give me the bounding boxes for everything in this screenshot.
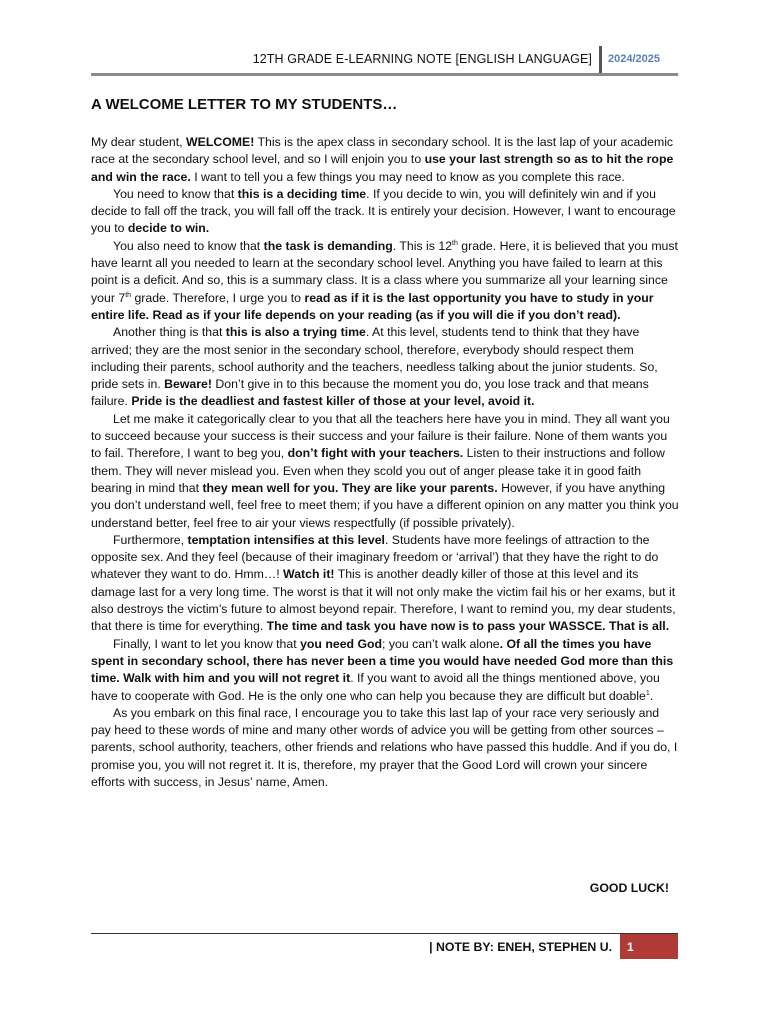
header-divider <box>599 46 602 73</box>
paragraph-7: Finally, I want to let you know that you need God; you can’t walk alone. Of all the times you have spent in secondary school, there has never been a time you would have needed God more than this time. Walk with him and you will not regret it. If you want to avoid all the things mentioned above, you have to cooperate with God. He is the only one who can help you because they are difficult but doable$^1$. <box>91 636 674 703</box>
page-number-badge: 1 <box>620 934 678 959</box>
paragraph-6: Furthermore, temptation intensifies at this level. Students have more feelings of attraction to the opposite sex. And they feel (because of their imaginary freedom or ‘arrival’) that they have the right to do whatever they want to do. Hmm…! Watch it! This is another deadly killer of those at this level and its damage last for a very long time. The worst is that it will not only make the victim fail his or her exams, but it also destroys the victim’s future to almost beyond repair. Therefore, I want to remind you, my dear students, that there is time for everything. The time and task you have now is to pass your WASSCE. That is all. <box>91 532 676 634</box>
paragraph-5: Let me make it categorically clear to you that all the teachers here have you in mind. They all want you to succeed because your success is their success and your failure is their failure. None of them wants you to fail. Therefore, I want to beg you, don’t fight with your teachers. Listen to their instructions and follow them. They will never mislead you. Even when they scold you out of anger please take it in good faith bearing in mind that they mean well for you. They are like your parents. However, if you have anything you don’t understand well, feel free to meet them; if you have a different opinion on any matter you think you understand better, feel free to air your views respectfully (if possible privately). <box>91 411 679 530</box>
header-year: 2024/2025 <box>608 53 660 65</box>
page-header <box>91 44 678 76</box>
paragraph-8: As you embark on this final race, I encourage you to take this last lap of your race very seriously and pay heed to these words of mine and many other words of advice you will be getting from other sources –parents, school authority, teachers, other friends and relations who have passed this huddle. And if you do, I promise you, you will not regret it. It is, therefore, my prayer that the Good Lord will crown your sincere efforts with success, in Jesus’ name, Amen. <box>91 705 678 789</box>
document-title: A WELCOME LETTER TO MY STUDENTS… <box>91 96 398 113</box>
header-rule <box>91 73 678 76</box>
paragraph-3: You also need to know that the task is demanding. This is 12th grade. Here, it is believed that you must have learnt all you needed to learn at the secondary school level. Anything you have failed to learn at this point is a deficit. And so, this is a summary class. It is a class where you summarize all your learning since your 7th grade. Therefore, I urge you to read as if it is the last opportunity you have to study in your entire life. Read as if your life depends on your reading (as if you will die if you don’t read). <box>91 238 678 322</box>
letter-body <box>91 134 679 791</box>
header-title: 12TH GRADE E-LEARNING NOTE [ENGLISH LANGUAGE] <box>252 52 592 66</box>
signoff: GOOD LUCK! <box>589 881 669 895</box>
footer-author-note: | NOTE BY: ENEH, STEPHEN U. <box>429 940 612 954</box>
footer-rule <box>91 933 678 934</box>
paragraph-2: You need to know that this is a deciding time. If you decide to win, you will definitely win and if you decide to fall off the track, you will fall off the track. It is entirely your decision. However, I want to encourage you to decide to win. <box>91 186 676 236</box>
paragraph-1: My dear student, WELCOME! This is the apex class in secondary school. It is the last lap of your academic race at the secondary school level, and so I will enjoin you to use your last strength so as to hit the rope and win the race. I want to tell you a few things you may need to know as you complete this race. <box>91 135 674 184</box>
paragraph-4: Another thing is that this is also a trying time. At this level, students tend to think that they have arrived; they are the most senior in the secondary school, therefore, everybody should respect them including their parents, school authority and the teachers, needless talking about the junior students. So, pride sets in. Beware! Don’t give in to this because the moment you do, you lose track and that means failure. Pride is the deadliest and fastest killer of those at your level, avoid it. <box>91 325 658 409</box>
